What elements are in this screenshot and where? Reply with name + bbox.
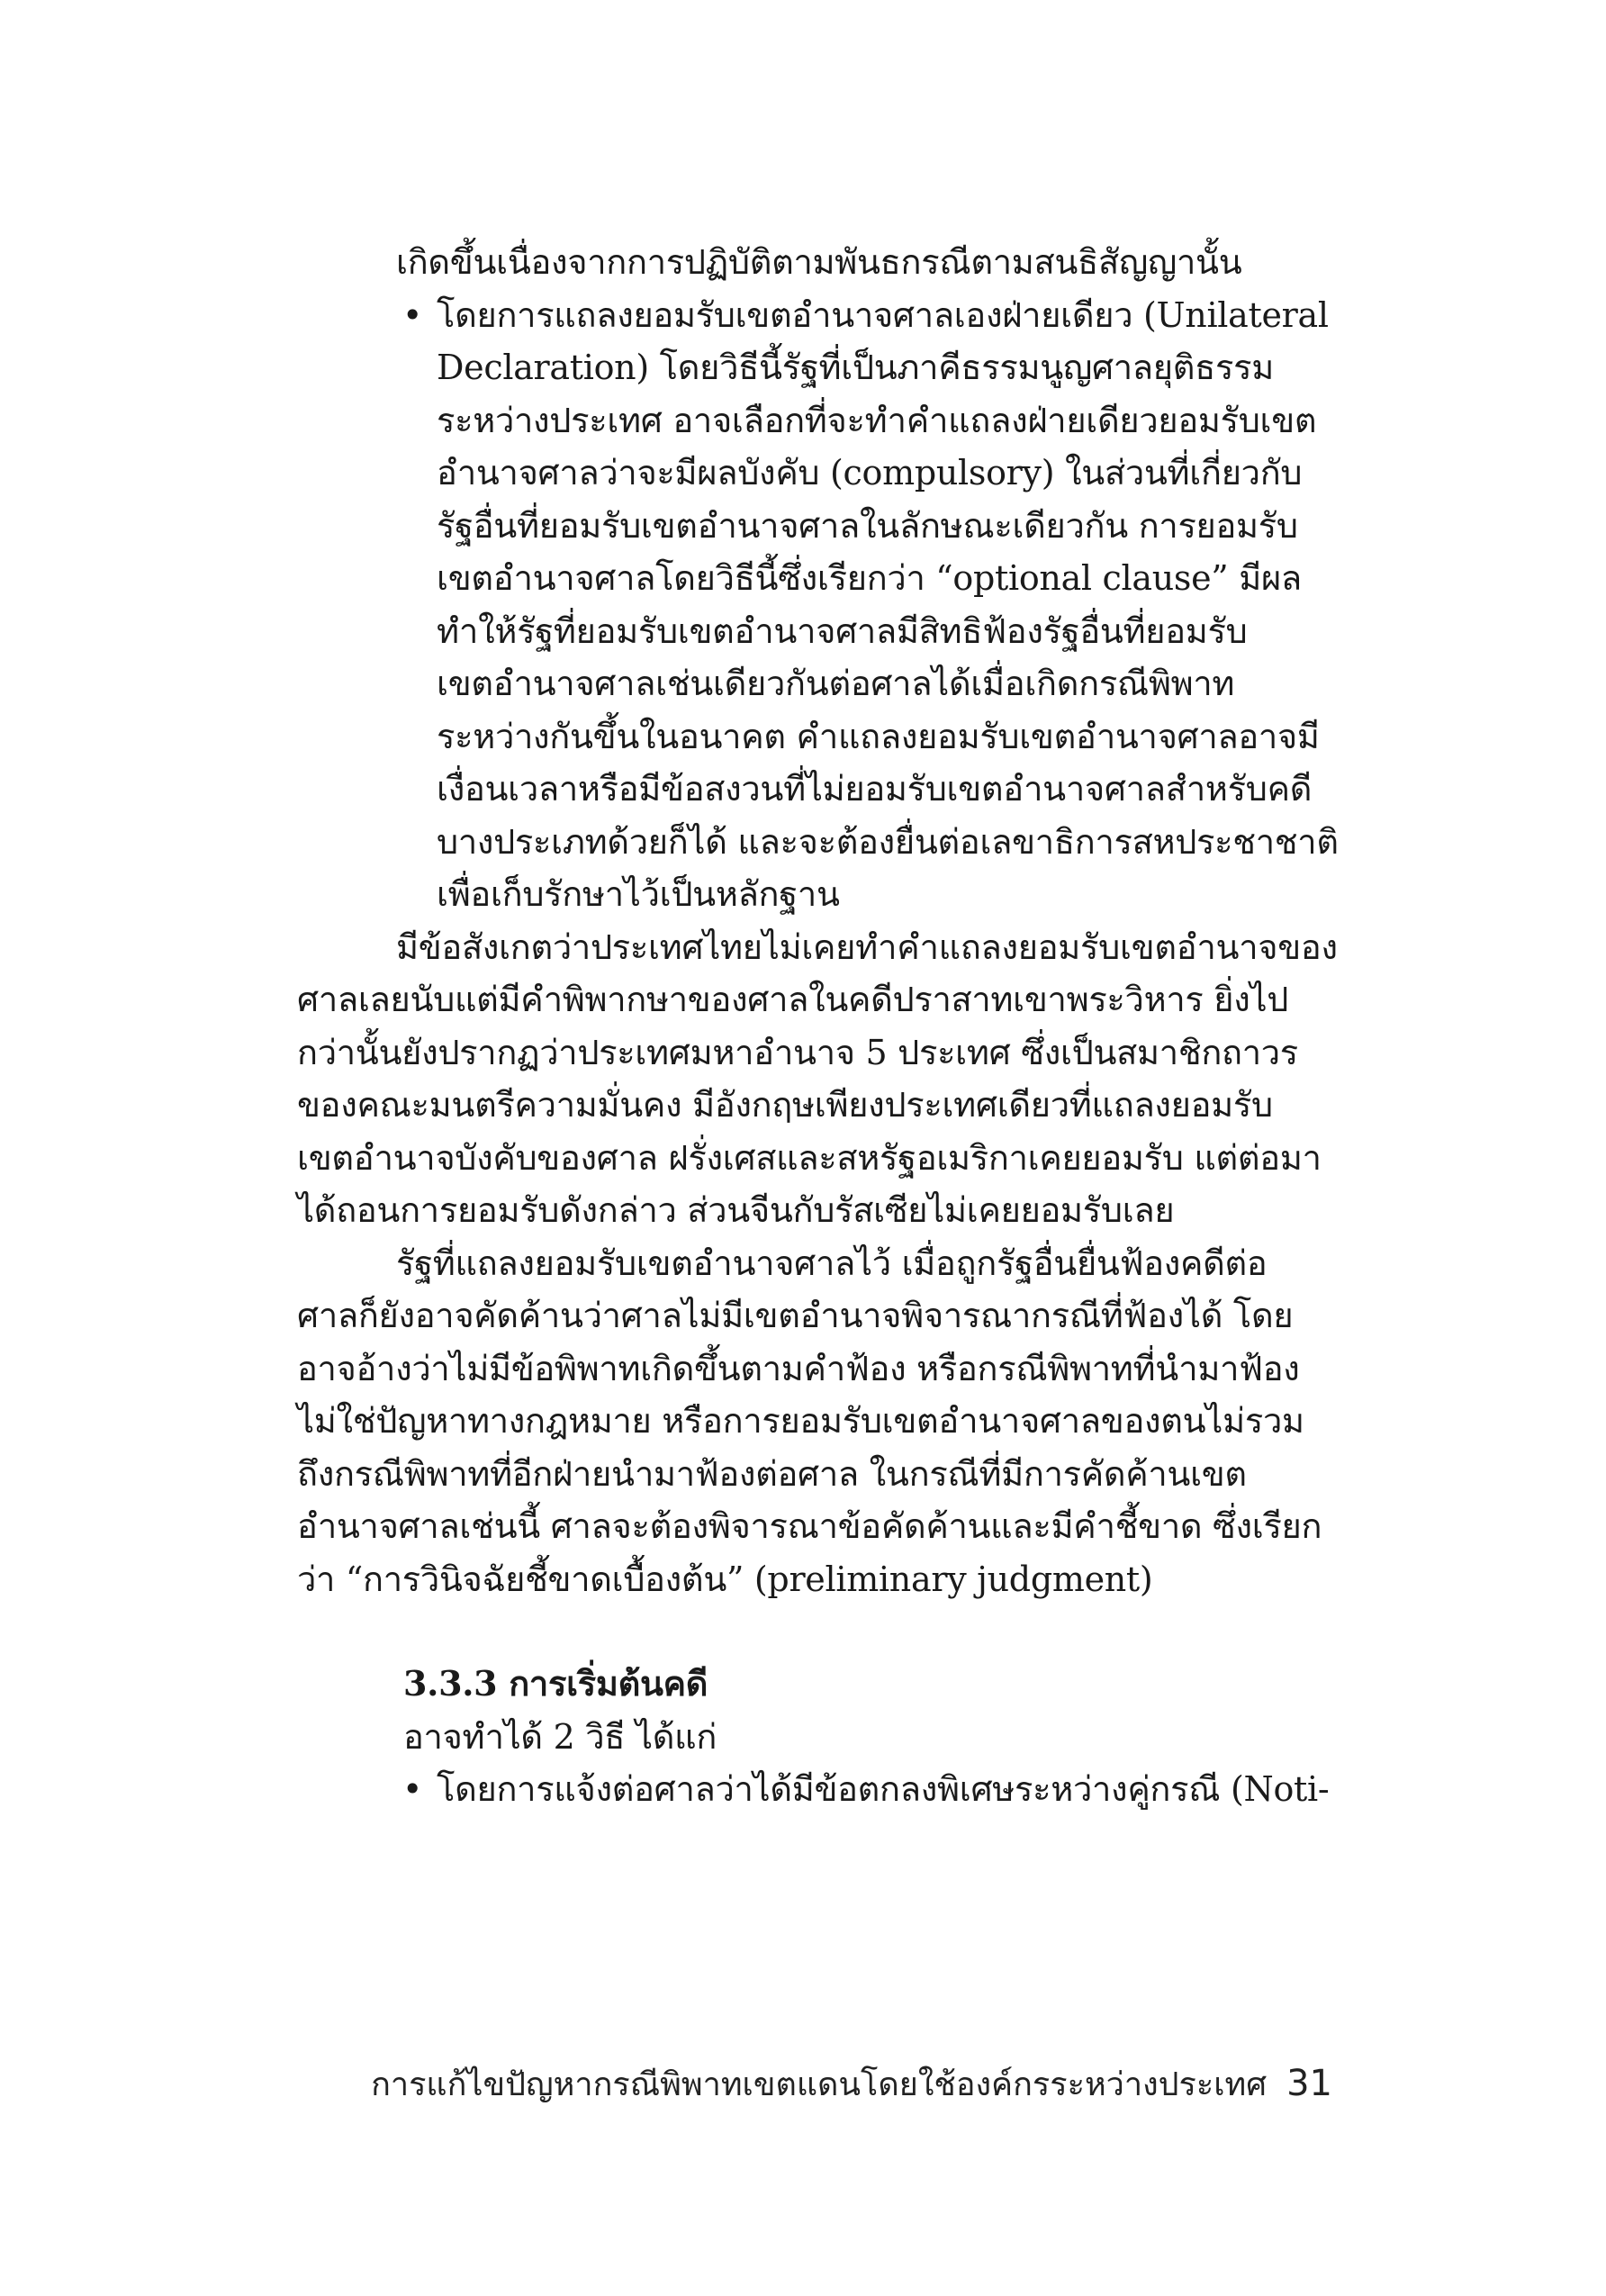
text-line: เงื่อนเวลาหรือมีข้อสงวนที่ไม่ยอมรับเขตอำนาจศาลสำหรับคดี xyxy=(437,769,1313,809)
text-line: อำนาจศาลเช่นนี้ ศาลจะต้องพิจารณาข้อคัดค้านและมีคำชี้ขาด ซึ่งเรียก xyxy=(297,1506,1322,1546)
text-line: ศาลก็ยังอาจคัดค้านว่าศาลไม่มีเขตอำนาจพิจารณากรณีที่ฟ้องได้ โดย xyxy=(297,1296,1294,1335)
text-line: เขตอำนาจศาลเช่นเดียวกันต่อศาลได้เมื่อเกิดกรณีพิพาท xyxy=(437,664,1235,703)
text-line: ทำให้รัฐที่ยอมรับเขตอำนาจศาลมีสิทธิฟ้องรัฐอื่นที่ยอมรับ xyxy=(437,610,1248,651)
text-line: เขตอำนาจบังคับของศาล ฝรั่งเศสและสหรัฐอเมริกาเคยยอมรับ แต่ต่อมา xyxy=(297,1137,1322,1178)
text-line: ได้ถอนการยอมรับดังกล่าว ส่วนจีนกับรัสเซียไม่เคยยอมรับเลย xyxy=(297,1190,1175,1230)
bullet-item-notification xyxy=(297,1763,1332,1816)
text-line: เขตอำนาจศาลโดยวิธีนี้ซึ่งเรียกว่า “optional clause” มีผล xyxy=(437,558,1302,598)
text-line: ระหว่างกันขึ้นในอนาคต คำแถลงยอมรับเขตอำนาจศาลอาจมี xyxy=(437,716,1320,756)
text-line: ของคณะมนตรีความมั่นคง มีอังกฤษเพียงประเทศเดียวที่แถลงยอมรับ xyxy=(297,1085,1273,1125)
text-line: ระหว่างประเทศ อาจเลือกที่จะทำคำแถลงฝ่ายเดียวยอมรับเขต xyxy=(437,400,1317,440)
text-line: อำนาจศาลว่าจะมีผลบังคับ (compulsory) ในส่วนที่เกี่ยวกับ xyxy=(437,453,1303,493)
text-line: ว่า “การวินิจฉัยชี้ขาดเบื้องต้น” (preliminary judgment) xyxy=(297,1559,1153,1599)
bullet-icon: • xyxy=(402,1769,423,1809)
text-line: รัฐอื่นที่ยอมรับเขตอำนาจศาลในลักษณะเดียวกัน การยอมรับ xyxy=(437,505,1298,546)
paragraph-first-line: รัฐที่แถลงยอมรับเขตอำนาจศาลไว้ เมื่อถูกรัฐอื่นยื่นฟ้องคดีต่อ xyxy=(396,1243,1268,1283)
text-line: ศาลเลยนับแต่มีคำพิพากษาของศาลในคดีปราสาทเขาพระวิหาร ยิ่งไป xyxy=(297,980,1289,1019)
spacer xyxy=(297,1605,1332,1658)
bullet-item-unilateral xyxy=(297,289,1332,342)
text-line: เพื่อเก็บรักษาไว้เป็นหลักฐาน xyxy=(437,874,840,914)
paragraph-first-line: มีข้อสังเกตว่าประเทศไทยไม่เคยทำคำแถลงยอมรับเขตอำนาจของ xyxy=(396,927,1338,967)
bullet-icon: • xyxy=(402,294,423,335)
text-line: เกิดขึ้นเนื่องจากการปฏิบัติตามพันธกรณีตามสนธิสัญญานั้น xyxy=(396,242,1242,282)
text-line: Declaration) โดยวิธีนี้รัฐที่เป็นภาคีธรรมนูญศาลยุติธรรม xyxy=(437,348,1274,387)
text-line: โดยการแจ้งต่อศาลว่าได้มีข้อตกลงพิเศษระหว่างคู่กรณี (Noti- xyxy=(437,1769,1330,1809)
page-number: 31 xyxy=(1286,2063,1332,2104)
text-line: กว่านั้นยังปรากฏว่าประเทศมหาอำนาจ 5 ประเทศ ซึ่งเป็นสมาชิกถาวร xyxy=(297,1032,1298,1072)
text-line: ไม่ใช่ปัญหาทางกฎหมาย หรือการยอมรับเขตอำนาจศาลของตนไม่รวม xyxy=(297,1401,1304,1441)
page-footer xyxy=(297,2058,1332,2110)
running-title: การแก้ไขปัญหากรณีพิพาทเขตแดนโดยใช้องค์กรระหว่างประเทศ xyxy=(371,2066,1268,2103)
text-line: ถึงกรณีพิพาทที่อีกฝ่ายนำมาฟ้องต่อศาล ในกรณีที่มีการคัดค้านเขต xyxy=(297,1453,1247,1494)
text-line: อาจทำได้ 2 วิธี ได้แก่ xyxy=(403,1716,717,1757)
text-line: บางประเภทด้วยก็ได้ และจะต้องยื่นต่อเลขาธิการสหประชาชาติ xyxy=(437,821,1339,862)
section-heading: 3.3.3 การเริ่มต้นคดี xyxy=(403,1663,708,1704)
text-line: อาจอ้างว่าไม่มีข้อพิพาทเกิดขึ้นตามคำฟ้อง หรือกรณีพิพาทที่นำมาฟ้อง xyxy=(297,1348,1300,1388)
document-body xyxy=(297,236,1339,1816)
text-line: โดยการแถลงยอมรับเขตอำนาจศาลเองฝ่ายเดียว (Unilateral xyxy=(437,294,1329,335)
